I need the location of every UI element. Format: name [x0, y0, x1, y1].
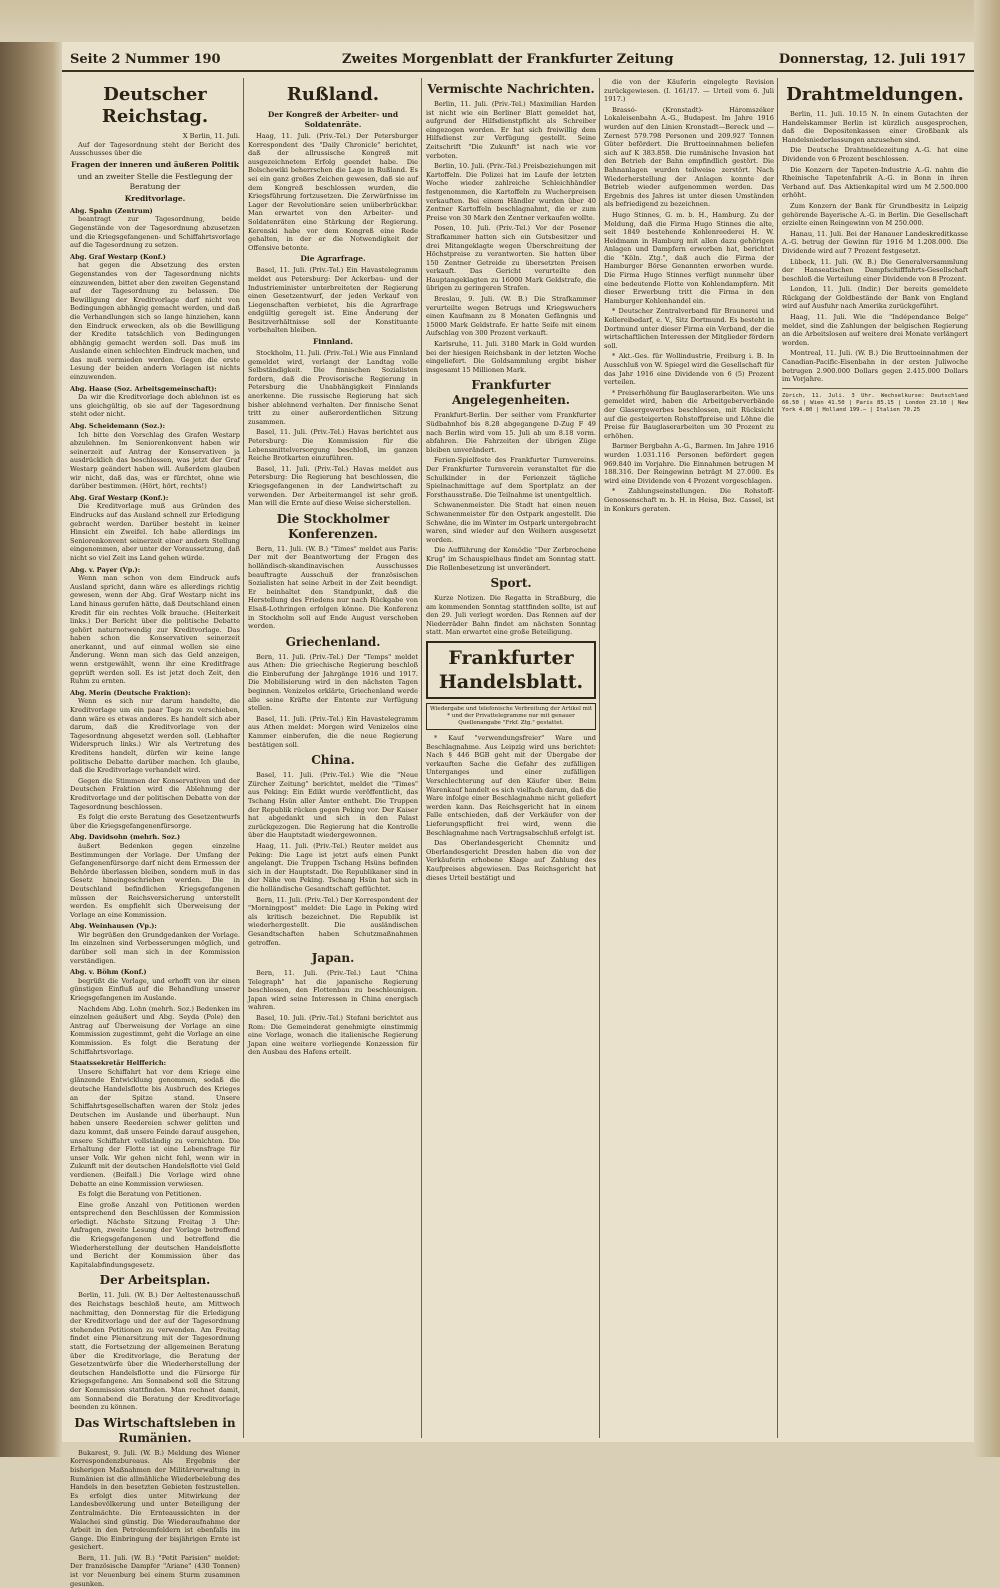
- column-drahtmeldungen: [782, 78, 968, 1438]
- speech-text: äußert Bedenken gegen einzelne Bestimmungen der Vorlage. Der Umfang der Gefangenenfürsorge darf nicht dem Ermessen der Behörde überlassen bleiben, sondern muß in das Gesetz hineingeschrieben werden. Die in Deutschland befindlichen Kriegsgefangenen müssen der Reichsversicherung unterstellt werden. Es empfiehlt sich Überweisung der Vorlage an eine Kommission.: [70, 841, 240, 919]
- article-text: Barmer Bergbahn A.-G., Barmen. Im Jahre 1916 wurden 1.031.116 Personen befördert gegen 969.840 im Vorjahre. Die Einnahmen betrugen M 188.316. Der Reingewinn beträgt M 27.000. Es wird eine Dividende von 4 Prozent vorgeschlagen.: [604, 442, 774, 485]
- article-subheading: und an zweiter Stelle die Festlegung der Beratung der: [77, 171, 233, 191]
- speech-text: Da wir die Kreditvorlage doch ablehnen ist es uns gleichgültig, ob sie auf der Tagesordnung steht oder nicht.: [70, 393, 240, 419]
- speech-text: Wenn es sich nur darum handelte, die Kreditvorlage um ein paar Tage zu verschieben, dann wäre es etwas anderes. Es handelt sich aber darum, daß die Kreditvorlage von der Tagesordnung abgesetzt werden soll. (Lebhafter Widerspruch links.) Wir als Vertretung des Kreditens handelt, dürfen wir keine lange politische Debatte darüber machen. Ich glaube, daß die Kreditvorlage verhandelt wird.: [70, 697, 240, 775]
- speech-text: Es folgt die Beratung von Petitionen.: [78, 1190, 202, 1199]
- section-heading: Rußland.: [286, 84, 380, 105]
- column-reichstag: [70, 78, 240, 1588]
- paper-title: Zweites Morgenblatt der Frankfurter Zeitung: [342, 52, 674, 67]
- section-heading: Die Stockholmer Konferenzen.: [276, 511, 390, 541]
- speaker-name: Abg. Graf Westarp (Konf.): [70, 252, 166, 261]
- reprint-notice: Wiedergabe und telefonische Verbreitung der Artikel mit * und der Privattelegramme nur mit genauer Quellenangabe "Frkf. Ztg." gestattet.: [429, 706, 593, 727]
- speech-text: beantragt zur Tagesordnung, beide Gegenstände von der Tagesordnung abzusetzen und die Kriegsgefangenen- und Schiffahrtsvorlage auf die Tagesordnung zu setzen.: [70, 215, 240, 250]
- article-text: Die Konzern der Tapeten-Industrie A.-G. nahm die Rheinische Tapetenfabrik A.-G. in Bonn in ihren Verband auf. Das Aktienkapital wird um M 2.500.000 erhöht.: [782, 165, 968, 200]
- speech-text: Gegen die Stimmen der Konservativen und der Deutschen Fraktion wird die Ablehnung der Kreditvorlage und der politischen Debatte von der Tagesordnung beschlossen.: [70, 776, 240, 811]
- speaker-name: Abg. Weinhausen (Vp.):: [70, 922, 157, 931]
- article-text: Kurze Notizen. Die Regatta in Straßburg, die am kommenden Sonntag stattfinden sollte, ist auf den 29. Juli verlegt worden. Das Rennen auf der Niederräder Bahn findet am nächsten Sonntag statt. Man erwartet eine große Beteiligung.: [426, 594, 596, 637]
- article-text: Bern, 11. Juli. (W. B.) "Times" meldet aus Paris: Der mit der Beantwortung der Fragen des holländisch-skandinavischen Ausschusses beauftragte Ausschuß der französischen Sozialisten hat seine Arbeit in der Zeit beendigt. Er beinhaltet den Standpunkt, daß die Herstellung des Friedens nur nach Rückgabe von Elsaß-Lothringen erfolgen könne. Die Konferenz in Stockholm soll auf Ende August verschoben werden.: [248, 544, 418, 631]
- article-text: Auf der Tagesordnung steht der Bericht des Ausschusses über die: [70, 140, 240, 158]
- article-text: Basel, 11. Juli. (Priv.-Tel.) Wie die "Neue Zürcher Zeitung" berichtet, meldet die "Times" aus Peking: Ein Edikt wurde veröffentlicht, das Tschang Hsün aller Ämter enthebt. Die Truppen der Republik rücken gegen Peking vor. Der Kaiser hat abgedankt und sich in den Palast zurückgezogen. Die Regierung hat die Kontrolle über die Hauptstadt wiedergewonnen.: [248, 771, 418, 840]
- speaker-name: Abg. Scheidemann (Soz.):: [70, 422, 166, 431]
- article-text: Montreal, 11. Juli. (W. B.) Die Bruttoeinnahmen der Canadian-Pacific-Eisenbahn in der ersten Juliwoche betrugen 2.900.000 Dollars gegen 2.415.000 Dollars im Vorjahre.: [782, 349, 968, 384]
- speaker-name: Abg. Haase (Soz. Arbeitsgemeinschaft):: [70, 384, 217, 393]
- article-text: Haag, 11. Juli. (Priv.-Tel.) Reuter meldet aus Peking: Die Lage ist jetzt aufs einen Punkt angelangt. Die Truppen Tschang Hsüns befinden sich in der Hauptstadt. Die Republikaner sind in der Nähe von Peking. Tschang Hsün hat sich in die holländische Gesandtschaft geflüchtet.: [248, 841, 418, 893]
- column-handel: [604, 78, 774, 1438]
- speech-text: Ich bitte den Vorschlag des Grafen Westarp abzulehnen. Im Seniorenkonvent haben wir seinerzeit auf Antrag der Konservativen ja ausdrücklich das beschlossen, was jetzt der Graf Westarp geändert haben will. Außerdem glauben wir nicht, daß das, was er fürchtet, ohne wie darüber bestimmen. (Hört, hört, rechts!): [70, 430, 240, 491]
- exchange-rates: Zürich, 11. Juli. 3 Uhr. Wechselkurse: Deutschland 66.50 | Wien 41.50 | Paris 85.15 | London 23.10 | New York 4.80 | Holland 199.— | Italien 70.25: [782, 392, 968, 413]
- article-text: Berlin, 11. Juli. (W. B.) Der Aeltestenausschuß des Reichstags beschloß heute, am Mittwoch nachmittag, den Donnerstag für die Erledigung der Kreditvorlage und der auf der Tagesordnung stehenden Petitionen zu verwenden. Am Freitag findet eine Plenarsitzung mit der Tagesordnung statt, die Fortsetzung der allgemeinen Beratung über die Kreditvorlage, die Beratung der Gesetzentwürfe über die Wiederherstellung der deutschen Handelsflotte und die Fürsorge für Kriegsgefangene. Am Sonnabend soll die Sitzung der Kommission stattfinden. Man rechnet damit, am Sonnabend die Beratung der Kreditvorlage beenden zu können.: [70, 1291, 240, 1412]
- divider: [782, 388, 968, 389]
- article-text: Zum Konzern der Bank für Grundbesitz in Leipzig gehörende Bayerische A.-G. in Berlin. Die Gesellschaft erzielte einen Reingewinn von M 250.000.: [782, 201, 968, 228]
- article-text: * Preiserhöhung für Bauglaserarbeiten. Wie uns gemeldet wird, haben die Arbeitgeberverbände der Glasergewerbes beschlossen, mit Rücksicht auf die gesteigerten Rohstoffpreise und Löhne die Preise für Bauglaserarbeiten um 30 Prozent zu erhöhen.: [604, 388, 774, 440]
- speaker-name: Abg. Graf Westarp (Konf.):: [70, 493, 169, 502]
- section-heading: Vermischte Nachrichten.: [427, 82, 595, 96]
- article-text: * Deutscher Zentralverband für Braunerei und Kellereibedarf, e. V., Sitz Dortmund. Es besteht in Dortmund unter dieser Firma ein Verband, der die wirtschaftlichen Interessen der Mitglieder fördern soll.: [604, 307, 774, 350]
- article-text: Basel, 11. Juli. (Priv.-Tel.) Havas berichtet aus Petersburg: Die Kommission für die Lebensmittelversorgung beschloß, im ganzen Reiche Brotkarten einzuführen.: [248, 428, 418, 463]
- speaker-name: Abg. Spahn (Zentrum): [70, 206, 153, 215]
- speech-text: begrüßt die Vorlage, und erhofft von ihr einen günstigen Einfluß auf die Behandlung unserer Kriegsgefangenen im Auslande.: [70, 976, 240, 1003]
- page-binding: [0, 0, 62, 1457]
- article-text: Hanau, 11. Juli. Bei der Hanauer Landeskreditkasse A.-G. betrug der Gewinn für 1916 M 1.208.000. Die Dividende wird auf 7 Prozent festgesetzt.: [782, 229, 968, 255]
- article-text: Bern, 11. Juli. (Priv.-Tel.) Laut "China Telegraph" hat die japanische Regierung beschlossen, den Flottenbau zu beschleunigen. Japan wird seine Interessen in China energisch wahren.: [248, 969, 418, 1012]
- section-heading: Japan.: [311, 951, 355, 966]
- article-subheading: Die Agrarfrage.: [300, 254, 366, 264]
- article-text: * Zahlungseinstellungen. Die Rohstoff-Genossenschaft m. b. H. in Heisa, Bez. Cassel, ist in Konkurs geraten.: [604, 487, 774, 513]
- speaker-name: Abg. Davidsohn (mehrh. Soz.): [70, 833, 181, 842]
- handelsblatt-title: Frankfurter Handelsblatt.: [438, 647, 584, 694]
- section-heading: Drahtmeldungen.: [786, 84, 964, 105]
- speech-text: hat gegen die Absetzung des ersten Gegenstandes von der Tagesordnung nichts einzuwenden, bittet aber den zweiten Gegenstand auf der Tagesordnung zu belassen. Die Bewilligung der Kreditvorlage darf nicht von Bedingungen abhängig gemacht werden, und daß die Verhandlungen sich so lange hinziehen, kann den Eindruck erwecken, als ob die Bewilligung der Kredite tatsächlich von Bedingungen abhängig gemacht werden soll. Das muß im Auslande einen schlechten Eindruck machen, und das muß vermieden werden. Gegen die erste Lesung der beiden andern Vorlagen ist nichts einzuwenden.: [70, 261, 240, 382]
- top-margin: [0, 0, 1000, 42]
- article-subheading: Der Kongreß der Arbeiter- und Soldatenräte.: [267, 110, 399, 129]
- article-text: Berlin, 10. Juli. (Priv.-Tel.) Preisbeziehungen mit Kartoffeln. Die Polizei hat im Laufe der letzten Woche wieder zahlreiche Schleichhändler festgenommen, die Kartoffeln zu Wucherpreisen verkauften. Bei einem Händler wurden über 40 Zentner Kartoffeln beschlagnahmt, die er zum Preise von 30 Mark den Zentner verkaufen wollte.: [426, 162, 596, 222]
- speaker-name: Abg. v. Payer (Vp.):: [70, 565, 141, 574]
- speech-text: Die Kreditvorlage muß aus Gründen des Eindrucks auf das Ausland schnell zur Erledigung gebracht werden. Darüber besteht in keiner Hinsicht ein Zweifel. Ich habe allerdings im Seniorenkonvent seinerzeit einer andern Stellung eingenommen, aber unter der Voraussetzung, daß nicht so viel Zeit ins Land gehen würde.: [70, 502, 240, 562]
- dateline: X Berlin, 11. Juli.: [182, 132, 240, 140]
- article-text: Breslau, 9. Juli. (W. B.) Die Strafkammer verurteilte wegen Betrugs und Kriegswuchers einen Kaufmann zu 8 Monaten Gefängnis und 15000 Mark Geldstrafe. Er hatte Seife mit einem Aufschlag von 300 Prozent verkauft.: [426, 295, 596, 338]
- article-text: Bern, 11. Juli. (Priv.-Tel.) Der Korrespondent der "Morningpost" meldet: Die Lage in Peking wird als kritisch bezeichnet. Die Republik ist wiederhergestellt. Die ausländischen Gesandtschaften haben Schutzmaßnahmen getroffen.: [248, 895, 418, 947]
- section-heading: Deutscher Reichstag.: [101, 84, 209, 127]
- article-text: Schwanenmeister. Die Stadt hat einen neuen Schwanenmeister für den Ostpark angestellt. Die Schwäne, die im Winter im Ostpark untergebracht waren, sind wieder auf den Weihern ausgesetzt worden.: [426, 501, 596, 544]
- speech-text: Wir begrüßen den Grundgedanken der Vorlage. Im einzelnen sind Verbesserungen möglich, und darüber soll man sich in der Kommission verständigen.: [70, 930, 240, 965]
- handelsblatt-box: [426, 641, 596, 699]
- speaker-list: [70, 207, 240, 1270]
- article-text: Posen, 10. Juli. (Priv.-Tel.) Vor der Posener Strafkammer hatten sich ein Gutsbesitzer und drei Mitangeklagte wegen Überschreitung der Höchstpreise zu verantworten. Sie hatten über 150 Zentner Getreide zu übersetzten Preisen verkauft. Das Gericht verurteilte den Hauptangeklagten zu 16000 Mark Geldstrafe, die übrigen zu geringeren Strafen.: [426, 224, 596, 293]
- newspaper-page: [62, 42, 974, 1588]
- column-vermischtes: [426, 78, 596, 1438]
- article-subheading: Finnland.: [312, 337, 354, 347]
- article-text: Frankfurt-Berlin. Der seither vom Frankfurter Südbahnhof bis 8.28 abgegangene D-Zug F 49 nach Berlin wird vom 15. Juli ab um 8.18 vorm. abfahren. Die Fahrzeiten der übrigen Züge bleiben unverändert.: [426, 411, 596, 454]
- speech-text: Es folgt die erste Beratung des Gesetzentwurfs über die Kriegsgefangenenfürsorge.: [70, 813, 240, 830]
- article-text: Bern, 11. Juli. (Priv.-Tel.) Der "Temps" meldet aus Athen: Die griechische Regierung beschloß die Einberufung der Jahrgänge 1916 und 1917. Die Mobilisierung wird in den nächsten Tagen beginnen. Venizelos erklärte, Griechenland werde alle seine Kräfte der Entente zur Verfügung stellen.: [248, 652, 418, 713]
- article-text: Bukarest, 9. Juli. (W. B.) Meldung des Wiener Korrespondenzbureaus. Als Ergebnis der bisherigen Maßnahmen der Militärverwaltung in Rumänien ist die allmähliche Wiederbelebung des Handels in den besetzten Gebieten festzustellen. Es erfolgt dies unter Mitwirkung der Landesbevölkerung und unter Beteiligung der Zentralmächte. Die Ernteaussichten in der Walachei sind günstig. Die Wiederaufnahme der Arbeit in den Petroleumfeldern ist ebenfalls im Gange. Die Einbringung der bisjährigen Ernte ist gesichert.: [70, 1448, 240, 1552]
- section-heading: Der Arbeitsplan.: [99, 1273, 211, 1288]
- article-text: Karlsruhe, 11. Juli. 3180 Mark in Gold wurden bei der hiesigen Reichsbank in der letzten Woche eingeliefert. Die Goldsammlung ergibt bisher insgesamt 15 Millionen Mark.: [426, 340, 596, 374]
- column-rule: [243, 78, 244, 1438]
- article-text: Lübeck, 11. Juli. (W. B.) Die Generalversammlung der Hanseatischen Dampfschifffahrts-Gesellschaft beschloß die Verteilung einer Dividende von 8 Prozent.: [782, 257, 968, 283]
- column-russland: [248, 78, 418, 1438]
- speaker-name: Abg. v. Böhm (Konf.): [70, 968, 147, 977]
- speech-text: Eine große Anzahl von Petitionen werden entsprechend den Beschlüssen der Kommission erledigt. Nächste Sitzung Freitag 3 Uhr: Anfragen, zweite Lesung der Vorlage betreffend die Kriegsgefangenen und betreffend die Wiederherstellung der deutschen Handelsflotte und Bericht der Kommission über das Kapitalabfindungsgesetz.: [70, 1200, 240, 1269]
- column-rule: [777, 78, 778, 1438]
- article-text: Ferien-Spielfeste des Frankfurter Turnvereins. Der Frankfurter Turnverein veranstaltet für die Schulkinder in der Ferienzeit tägliche Spielnachmittage auf dem Sportplatz an der Forsthausstraße. Die Teilnahme ist unentgeltlich.: [426, 456, 596, 499]
- page-number: Seite 2 Nummer 190: [70, 52, 221, 67]
- article-text: Die Aufführung der Komödie "Der Zerbrochene Krug" im Schauspielhaus findet am Sonntag statt. Die Rollenbesetzung ist unverändert.: [426, 546, 596, 572]
- speech-text: Wenn man schon von dem Eindruck aufs Ausland spricht, dann wäre es allerdings richtig gewesen, wenn der Abg. Graf Westarp nicht ins Land hinaus gerufen hätte, daß Deutschland einen Kredit für ein rechtes Volk brauche. (Heiterkeit links.) Der Bericht über die politische Debatte gehört naturnotwendig zur Kreditvorlage. Das haben schon die Konservativen seinerzeit anerkannt, und auf einmal wollen sie eine Änderung. Wenn man sich das Geld anzeigen, wenn erstgewählt, wenn ihr eine Kreditfrage geprüft werden soll. Es ist jetzt doch Zeit, den Ruhm zu ernten.: [70, 574, 240, 686]
- article-text: * Kauf "verwendungsfreier" Ware und Beschlagnahme. Aus Leipzig wird uns berichtet: Nach § 446 BGB geht mit der Übergabe der verkauften Sache die Gefahr des zufälligen Unterganges und einer zufälligen Verschlechterung auf den Käufer über. Beim Warenkauf handelt es sich vielfach darum, daß die Ware infolge einer Beschlagnahme nicht geliefert werden kann. Das Reichsgericht hat in einem Falle entschieden, daß der Verkäufer von der Lieferungspflicht frei wird, wenn die Beschlagnahme nach Vertragsabschluß erfolgt ist.: [426, 734, 596, 837]
- article-text: Berlin, 11. Juli. 10.15 N. In einem Gutachten der Handelskammer Berlin ist kürzlich ausgesprochen, daß die Depositenkassen einer Großbank als Handelsniederlassungen anzusehen sind.: [782, 110, 968, 144]
- speech-text: Unsere Schiffahrt hat vor dem Kriege eine glänzende Entwicklung genommen, sodaß die deutsche Handelsflotte bis Ausbruch des Krieges an der Spitze stand. Unsere Schiffahrtsgesellschaften waren der Stolz jedes Deutschen im Auslande und überhaupt. Nun haben unsere Reedereien schwer gelitten und dazu kommt, daß unsere Feinde darauf ausgehen, unsere Schiffahrt vollständig zu vernichten. Die Erhaltung der Flotte ist eine Lebensfrage für unser Volk. Wir gehen nicht fehl, wenn wir in Zukunft mit der deutschen Handelsflotte viel Geld verdienen. (Beifall.) Die Vorlage wird ohne Debatte an eine Kommission verwiesen.: [70, 1067, 240, 1188]
- article-text: * Akt.-Ges. für Wollindustrie, Freiburg i. B. In Ausschluß von W. Spiegel wird die Gesellschaft für das Jahr 1916 eine Dividende von 6 (5) Prozent verteilen.: [604, 352, 775, 387]
- article-text: Bern, 11. Juli. (W. B.) "Petit Parisien" meldet: Der französische Dampfer "Ariane" (430 Tonnen) ist vor Neuenburg bei einem Sturm zusammen gesunken.: [70, 1553, 240, 1588]
- right-margin: [974, 0, 1000, 1457]
- article-text: Haag, 11. Juli. (Priv.-Tel.) Der Petersburger Korrespondent des "Daily Chronicle" berichtet, daß der allrussische Kongreß mit ausgezeichnetem Erfolg geendet habe. Die Bolschewiki beherrschen die Lage in Rußland. Es sei ein ganz großes Zeichen gewesen, daß sie auf dem Kongreß beschlossen wurden, die Kriegsführung fortzusetzen. Die Zerwürfnisse im Lager der Revolutionäre seien unüberbrückbar. Man erwartet von den Arbeiter- und Soldatenräten eine Stärkung der Regierung. Kerenski habe vor dem Kongreß eine Rede gehalten, in der er die Notwendigkeit der Offensive betonte.: [248, 132, 418, 252]
- speaker-name: Abg. Merin (Deutsche Fraktion):: [70, 688, 191, 697]
- article-text: Hugo Stinnes, G. m. b. H., Hamburg. Zu der Meldung, daß die Firma Hugo Stinnes die alte, seit 1849 bestehende Kohlenreederei H. W. Heidmann in Hamburg mit allen dazu gehörigen Anlagen und Dampfern erworben hat, berichtet die "Köln. Ztg.", daß auch die Firma der Hamburger Börse Genannten erworben wurde. Die Firma Hugo Stinnes verfügt nunmehr über eine bedeutende Flotte von Kohlendampfern. Mit dieser Erwerbung tritt die Firma in den Hamburger Kohlenhandel ein.: [604, 210, 774, 305]
- handelsblatt-note-box: [426, 703, 596, 730]
- article-text: Brassó- (Kronstadt)- Háromszéker Lokaleisenbahn A.-G., Budapest. Im Jahre 1916 wurden auf den Linien Kronstadt—Bereck und — Zernest 579.798 Personen und 209.927 Tonnen Güter befördert. Die Bruttoeinnahmen beliefen sich auf K 383.858. Die rumänische Invasion hat den Betrieb der Bahn empfindlich gestört. Die Bahnanlagen wurden teilweise zerstört. Nach Wiederherstellung der Anlagen konnte der Betrieb wieder aufgenommen werden. Das Ergebnis des Jahres ist unter diesen Umständen als befriedigend zu bezeichnen.: [604, 105, 774, 209]
- article-text: Basel, 10. Juli. (Priv.-Tel.) Stefani berichtet aus Rom: Die Gemeinderat genehmigte einstimmig eine Vorlage, wonach die italienische Regierung Japan eine weitere vorliegende Konzession für den Ausbau des Hafens erteilt.: [248, 1014, 418, 1057]
- article-subheading: Fragen der inneren und äußeren Politik: [71, 159, 239, 169]
- article-text: Basel, 11. Juli. (Priv.-Tel.) Ein Havastelegramm meldet aus Petersburg: Der Ackerbau- und der Industrieminister unterbreiteten der Regierung einen Gesetzentwurf, der jeden Verkauf von Liegenschaften verbietet, bis die Agrarfrage endgültig geregelt ist. Eine Änderung der Besitzverhältnisse soll der Konstituante vorbehalten bleiben.: [248, 266, 418, 335]
- speech-text: Nachdem Abg. Lohn (mehrh. Soz.) Bedenken im einzelnen geäußert und Abg. Seyda (Pole) den Antrag auf Überweisung der Vorlage an eine Kommission zugestimmt, geht die Vorlage an eine Kommission. Es folgt die Beratung der Schiffahrtsvorlage.: [70, 1004, 240, 1056]
- article-subheading: Kreditvorlage.: [124, 193, 186, 203]
- column-rule: [599, 78, 600, 1438]
- article-text: Basel, 11. Juli. (Priv.-Tel.) Havas meldet aus Petersburg: Die Regierung hat beschlossen, die Kriegsgefangenen in der Landwirtschaft zu verwenden. Der Arbeitermangel ist sehr groß. Man will die Ernte auf diese Weise sicherstellen.: [248, 464, 418, 508]
- issue-date: Donnerstag, 12. Juli 1917: [778, 52, 966, 67]
- article-text: Haag, 11. Juli. Wie die "Indépendance Belge" meldet, sind die Zahlungen der belgischen Regierung an die Arbeitslosen auf weitere drei Monate verlängert worden.: [782, 313, 968, 347]
- column-rule: [421, 78, 422, 1438]
- article-text: Das Oberlandesgericht Chemnitz und Oberlandesgericht Dresden haben die von der Verkäuferin erhobene Klage auf Zahlung des Kaufpreises abgewiesen. Das Reichsgericht hat dieses Urteil bestätigt und: [426, 839, 596, 882]
- article-text: Stockholm, 11. Juli. (Priv.-Tel.) Wie aus Finnland gemeldet wird, verlangt der Landtag volle Selbständigkeit. Die finnischen Sozialisten fordern, daß die Provisorische Regierung in Petersburg die Unabhängigkeit Finnlands anerkenne. Die russische Regierung hat sich bisher ablehnend verhalten. Der finnische Senat tritt zu einer außerordentlichen Sitzung zusammen.: [248, 349, 418, 426]
- speaker-name: Staatssekretär Helfferich:: [70, 1059, 167, 1068]
- section-heading: Das Wirtschaftsleben in Rumänien.: [74, 1415, 236, 1445]
- section-heading: Frankfurter Angelegenheiten.: [451, 378, 570, 408]
- article-text: Basel, 11. Juli. (Priv.-Tel.) Ein Havastelegramm aus Athen meldet: Morgen wird Venizelos eine Kammer einberufen, die die neue Regierung bestätigen soll.: [248, 714, 418, 749]
- section-heading: Griechenland.: [285, 634, 381, 649]
- section-heading: China.: [311, 753, 355, 768]
- article-text: die von der Käuferin eingelegte Revision zurückgewiesen. (I. 161/17. — Urteil vom 6. Juli 1917.): [604, 78, 774, 104]
- article-text: Die Deutsche Drahtmeldezeitung A.-G. hat eine Dividende von 6 Prozent beschlossen.: [782, 146, 968, 163]
- article-text: London, 11. Juli. (Indir.) Der bereits gemeldete Rückgang der Goldbestände der Bank von England wird auf Ausfuhr nach Amerika zurückgeführt.: [782, 285, 968, 311]
- masthead: [62, 48, 974, 72]
- section-heading: Sport.: [490, 576, 532, 591]
- article-text: Berlin, 11. Juli. (Priv.-Tel.) Maximilian Harden ist nicht wie ein Berliner Blatt gemeldet hat, aufgrund der Hilfsdienstpflicht als Schreiber eingezogen worden. Er hat sich freiwillig dem Hilfsdienst zur Verfügung gestellt. Seine Zeitschrift "Die Zukunft" ist nach wie vor verboten.: [426, 100, 596, 160]
